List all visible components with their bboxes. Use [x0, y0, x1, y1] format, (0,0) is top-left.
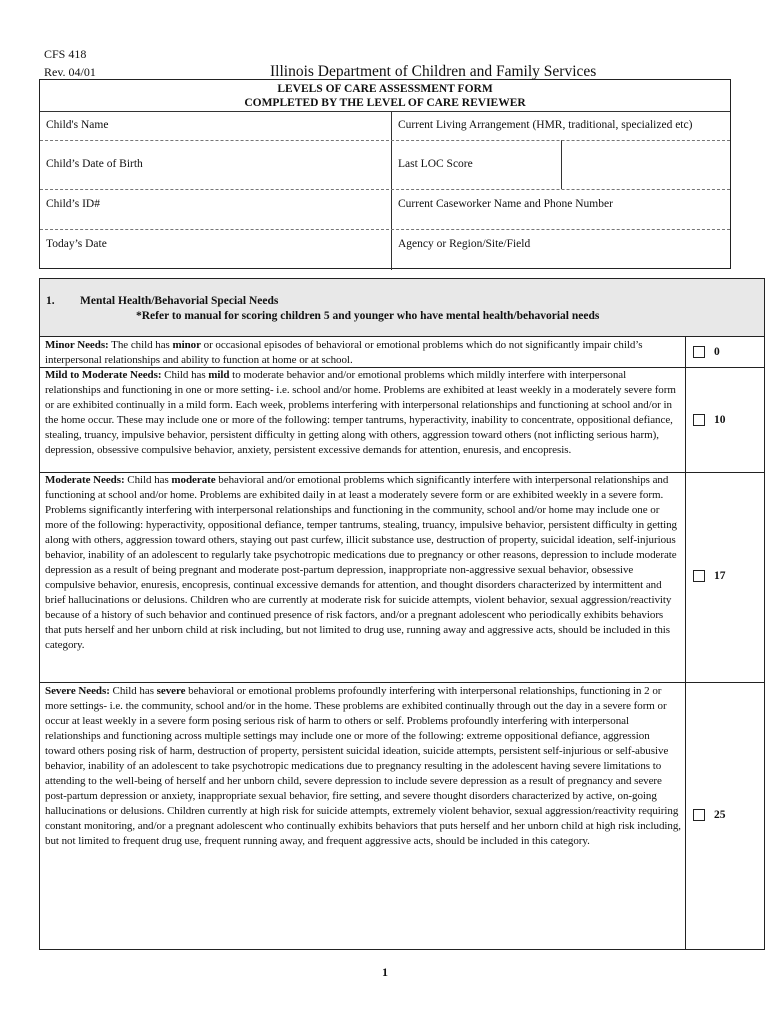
- section-note: *Refer to manual for scoring children 5 and younger who have mental health/behavorial needs: [136, 310, 600, 322]
- page-number: 1: [382, 965, 388, 979]
- level-label: Moderate Needs:: [45, 474, 125, 486]
- living-arrangement-field[interactable]: Current Living Arrangement (HMR, traditional, specialized etc): [398, 119, 693, 131]
- childs-name-field[interactable]: Child's Name: [46, 119, 109, 131]
- level-minor: Minor Needs: The child has minor or occasional episodes of behavioral or emotional problems which do not significantly impair child’s interpersonal relationships and ability to function at home or at school.: [45, 339, 643, 366]
- caseworker-field[interactable]: Current Caseworker Name and Phone Number: [398, 198, 613, 210]
- form-subtitle: COMPLETED BY THE LEVEL OF CARE REVIEWER: [244, 97, 526, 109]
- checkbox[interactable]: [693, 414, 705, 426]
- section-header: [40, 279, 764, 337]
- form-revision: Rev. 04/01: [44, 65, 96, 79]
- level-label: Severe Needs:: [45, 685, 110, 697]
- level-mild-moderate: Mild to Moderate Needs: Child has mild to moderate behavior and/or emotional problems which mildly interfere with interpersonal relationships and functioning in one or more setting- i.e. school and/or home. Problems are exhibited at least weekly in a moderately severe form or are exhibited continually in a mild form. Each week, problems interfering with interpersonal relationships and functioning at school and/or in the home occur. These may include one or more of the following: temper tantrums, hyperactivity, inability to concentrate, oppositional defiance, stealing, truancy, impulsive behavior, persistent difficulty in getting along with others, aggression toward others (not inflicting serious harm), depression, obsessive compulsive behavior, anxiety, persistent excessive demands for attention, enuresis, and encopresis.: [45, 369, 676, 456]
- todays-date-field[interactable]: Today’s Date: [46, 238, 107, 250]
- child-info-box: [39, 79, 731, 269]
- level-label: Minor Needs:: [45, 339, 109, 351]
- form-title: LEVELS OF CARE ASSESSMENT FORM: [277, 83, 493, 95]
- last-loc-score-field[interactable]: Last LOC Score: [398, 158, 473, 170]
- section-number: 1.: [46, 295, 55, 307]
- score-0[interactable]: 0: [693, 346, 720, 358]
- mental-health-section: [39, 278, 765, 950]
- checkbox[interactable]: [693, 346, 705, 358]
- score-25[interactable]: 25: [693, 809, 726, 821]
- level-label: Mild to Moderate Needs:: [45, 369, 162, 381]
- agency-title: Illinois Department of Children and Family Services: [270, 63, 597, 80]
- level-moderate: Moderate Needs: Child has moderate behavioral and/or emotional problems which significantly interfere with interpersonal relationships and functioning at school and/or home. Problems are exhibited daily in at least a moderately severe form or are exhibited weekly in a severe form. Problems significantly interfering with interpersonal relationships and functioning in the community, school and/or home may include one or more of the following: hyperactivity, oppositional defiance, temper tantrums, stealing, truancy, impulsive behavior, persistent difficulty in getting along with others, aggression toward others, staying out past curfew, illicit substance use, destruction of property, suicidal ideation, self-injurious behavior, inability of an adolescent to regularly take psychotropic medications due to pregnancy or other reasons, depression to include moderate depression as a result of being pregnant and moderate post-partum depression, inappropriate non-aggressive sexual behavior, obsessive compulsive behavior, enuresis, encopresis, continual excessive demands for attention, and thought disorders characterized by intermittent and brief hallucinations or delusions. Children who are currently at moderate risk for suicide attempts, violent behavior, sexual aggression/reactivity because of a history of such behavior and continued presence of risk factors, and/or a pregnant adolescent who periodically exhibits behaviors that puts herself and her unborn child at risk including, but not limited to drug use, running away and aggressive acts, should be included in this category.: [45, 474, 677, 651]
- level-severe: Severe Needs: Child has severe behavioral or emotional problems profoundly interfering with interpersonal relationships, functioning in 2 or more settings- i.e. the community, school and/or in the home. These problems are exhibited continually through out the day in a severe form or occur at least weekly in a severe form posing serious risk of harm to others or self. Problems profoundly interfering with interpersonal relationships and functioning across multiple settings may include one or more of the following: extreme oppositional defiance, aggression toward others posing risk of harm, destruction of property, persistent suicidal ideation, suicide attempts, persistent self-injurious or self-abusive behavior, inability of an adolescent to take psychotropic medications due to pregnancy resulting in the adolescent having severe limitations to attending to the well-being of herself and her unborn child, severe depression to include severe depression as a result of pregnancy and severe post-partum depression or anxiety, inappropriate sexual behavior, fire setting, and severe thought disorders characterized by active, on-going hallucinations or delusions. Children currently at high risk for suicide attempts, extremely violent behavior, sexual aggression/reactivity requiring constant monitoring, and/or a pregnant adolescent who continually exhibits behaviors that puts herself and her unborn child at high risk including, but not limited to frequent drug use, frequent running away, and frequent aggressive acts, should be included in this category.: [45, 685, 682, 847]
- checkbox[interactable]: [693, 570, 705, 582]
- score-17[interactable]: 17: [693, 570, 726, 582]
- agency-region-field[interactable]: Agency or Region/Site/Field: [398, 238, 531, 250]
- checkbox[interactable]: [693, 809, 705, 821]
- score-10[interactable]: 10: [693, 414, 726, 426]
- child-id-field[interactable]: Child’s ID#: [46, 198, 100, 210]
- form-code: CFS 418: [44, 47, 87, 61]
- section-title: Mental Health/Behavorial Special Needs: [80, 295, 279, 307]
- date-of-birth-field[interactable]: Child’s Date of Birth: [46, 158, 143, 170]
